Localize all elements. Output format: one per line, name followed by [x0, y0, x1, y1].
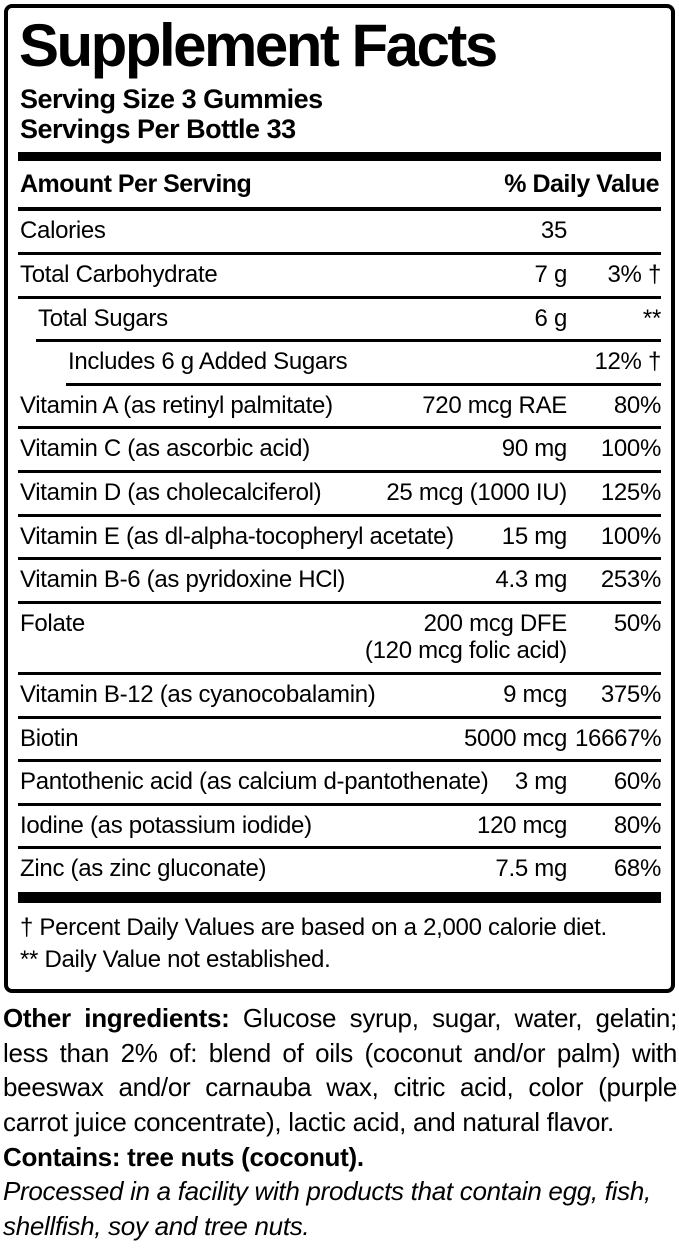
nutrient-amount-value: 15 mg [501, 522, 567, 550]
nutrient-amount-value: 25 mcg (1000 IU) [386, 479, 567, 507]
nutrient-row [18, 386, 661, 427]
nutrient-row [18, 849, 661, 890]
nutrient-amount [515, 768, 567, 796]
nutrient-row [18, 211, 661, 252]
supplement-label-page [0, 4, 679, 1249]
nutrient-name: Vitamin B-12 (as cyanocobalamin) [20, 681, 376, 708]
servings-per-bottle: Servings Per Bottle 33 [20, 114, 296, 145]
other-ingredients [3, 1001, 677, 1139]
nutrient-amount [535, 305, 567, 333]
nutrient-daily-value: 12% † [594, 348, 661, 376]
nutrient-daily-value: 375% [600, 681, 661, 708]
nutrient-daily-value: 80% [613, 391, 661, 419]
nutrient-amount-value: 7.5 mg [495, 855, 567, 883]
serving-size: Serving Size 3 Gummies [20, 84, 323, 114]
nutrient-row [18, 675, 661, 716]
nutrient-row [18, 719, 661, 760]
nutrient-amount-value: 4.3 mg [495, 566, 567, 594]
nutrient-row [18, 762, 661, 803]
nutrient-name: Calories [20, 217, 106, 245]
column-header-row [18, 161, 661, 207]
allergen-note: Processed in a facility with products that contain egg, fish, shellfish, soy and tree nuts. [3, 1176, 651, 1241]
nutrient-row [18, 806, 661, 847]
nutrient-daily-value: 100% [600, 522, 661, 550]
nutrient-daily-value: 80% [613, 811, 661, 839]
nutrient-name: Folate [20, 609, 85, 637]
divider-thick-top [18, 152, 661, 161]
nutrient-amount [535, 261, 567, 289]
nutrient-amount [495, 566, 567, 594]
nutrient-name: Pantothenic acid (as calcium d-pantothenate) [20, 768, 489, 796]
other-ingredients-label: Other ingredients: [3, 1003, 230, 1034]
nutrient-name: Iodine (as potassium iodide) [20, 811, 312, 839]
nutrient-daily-value: 3% † [607, 261, 661, 289]
footnote-asterisk: ** Daily Value not established. [20, 945, 331, 973]
nutrient-amount-value: 7 g [534, 261, 567, 289]
nutrient-daily-value: 60% [613, 768, 661, 796]
nutrient-amount [503, 681, 567, 709]
nutrient-daily-value: 68% [613, 855, 661, 883]
nutrient-name: Total Carbohydrate [20, 261, 218, 289]
nutrient-daily-value: 100% [600, 435, 661, 463]
nutrient-daily-value: 253% [600, 566, 661, 594]
nutrient-name: Vitamin D (as cholecalciferol) [20, 479, 322, 507]
nutrient-amount-value: 200 mcg DFE [423, 609, 567, 637]
nutrient-name: Vitamin C (as ascorbic acid) [20, 435, 310, 463]
nutrient-row [18, 473, 661, 514]
nutrient-amount [502, 435, 567, 463]
nutrient-amount [386, 479, 567, 507]
nutrient-amount [422, 392, 567, 420]
nutrient-name: Biotin [20, 724, 79, 752]
daily-value-header: % Daily Value [504, 170, 659, 199]
nutrient-amount [495, 855, 567, 883]
nutrient-amount-value: 720 mcg RAE [422, 391, 567, 419]
nutrient-daily-value: 16667% [575, 724, 662, 752]
nutrient-daily-value: 50% [613, 609, 661, 637]
divider-thick-bottom [18, 892, 661, 903]
nutrient-name: Vitamin B-6 (as pyridoxine HCl) [20, 566, 346, 594]
nutrient-amount [477, 812, 567, 840]
nutrient-name: Vitamin A (as retinyl palmitate) [20, 391, 333, 419]
nutrient-row [18, 255, 661, 296]
supplement-facts-panel [4, 4, 675, 993]
nutrient-name: Total Sugars [38, 304, 168, 332]
nutrient-amount [365, 610, 567, 665]
nutrient-daily-value: ** [642, 304, 661, 332]
nutrient-amount-value: 6 g [534, 304, 567, 332]
nutrient-row [18, 604, 661, 672]
nutrient-amount-value: 35 [540, 217, 567, 245]
nutrient-name: Includes 6 g Added Sugars [68, 348, 348, 376]
nutrient-amount [464, 725, 567, 753]
nutrient-row [18, 429, 661, 470]
other-ingredients-text: Glucose syrup, sugar, water, gelatin; less than 2% of: blend of oils (coconut and/or palm) with beeswax and/or carnauba wax, citric acid, color (purple carrot juice concentrate), lactic acid, and natural flavor. [3, 1003, 677, 1138]
nutrient-name: Zinc (as zinc gluconate) [20, 855, 267, 883]
nutrient-amount-value: 3 mg [514, 768, 567, 796]
contains-statement: Contains: tree nuts (coconut). [3, 1141, 364, 1172]
nutrient-row [18, 299, 661, 340]
nutrient-row [18, 517, 661, 558]
nutrient-amount-value: 90 mg [501, 435, 567, 463]
nutrient-amount [502, 523, 567, 551]
footnote-dagger: † Percent Daily Values are based on a 2,000 calorie diet. [20, 913, 607, 941]
nutrient-amount-value: 120 mcg [477, 811, 567, 839]
footnotes [18, 903, 661, 981]
nutrient-amount-value: 5000 mcg [464, 724, 567, 752]
below-panel-text [0, 993, 679, 1249]
panel-title: Supplement Facts [19, 12, 496, 79]
nutrient-rows [18, 211, 661, 890]
nutrient-amount-value: 9 mcg [503, 681, 567, 708]
nutrient-name: Vitamin E (as dl-alpha-tocopheryl acetate) [20, 522, 454, 550]
nutrient-amount [541, 217, 567, 245]
nutrient-daily-value: 125% [600, 479, 661, 507]
amount-per-serving-header: Amount Per Serving [20, 170, 252, 199]
nutrient-row [18, 342, 661, 383]
nutrient-row [18, 560, 661, 601]
nutrient-amount-secondary: (120 mcg folic acid) [364, 637, 567, 665]
